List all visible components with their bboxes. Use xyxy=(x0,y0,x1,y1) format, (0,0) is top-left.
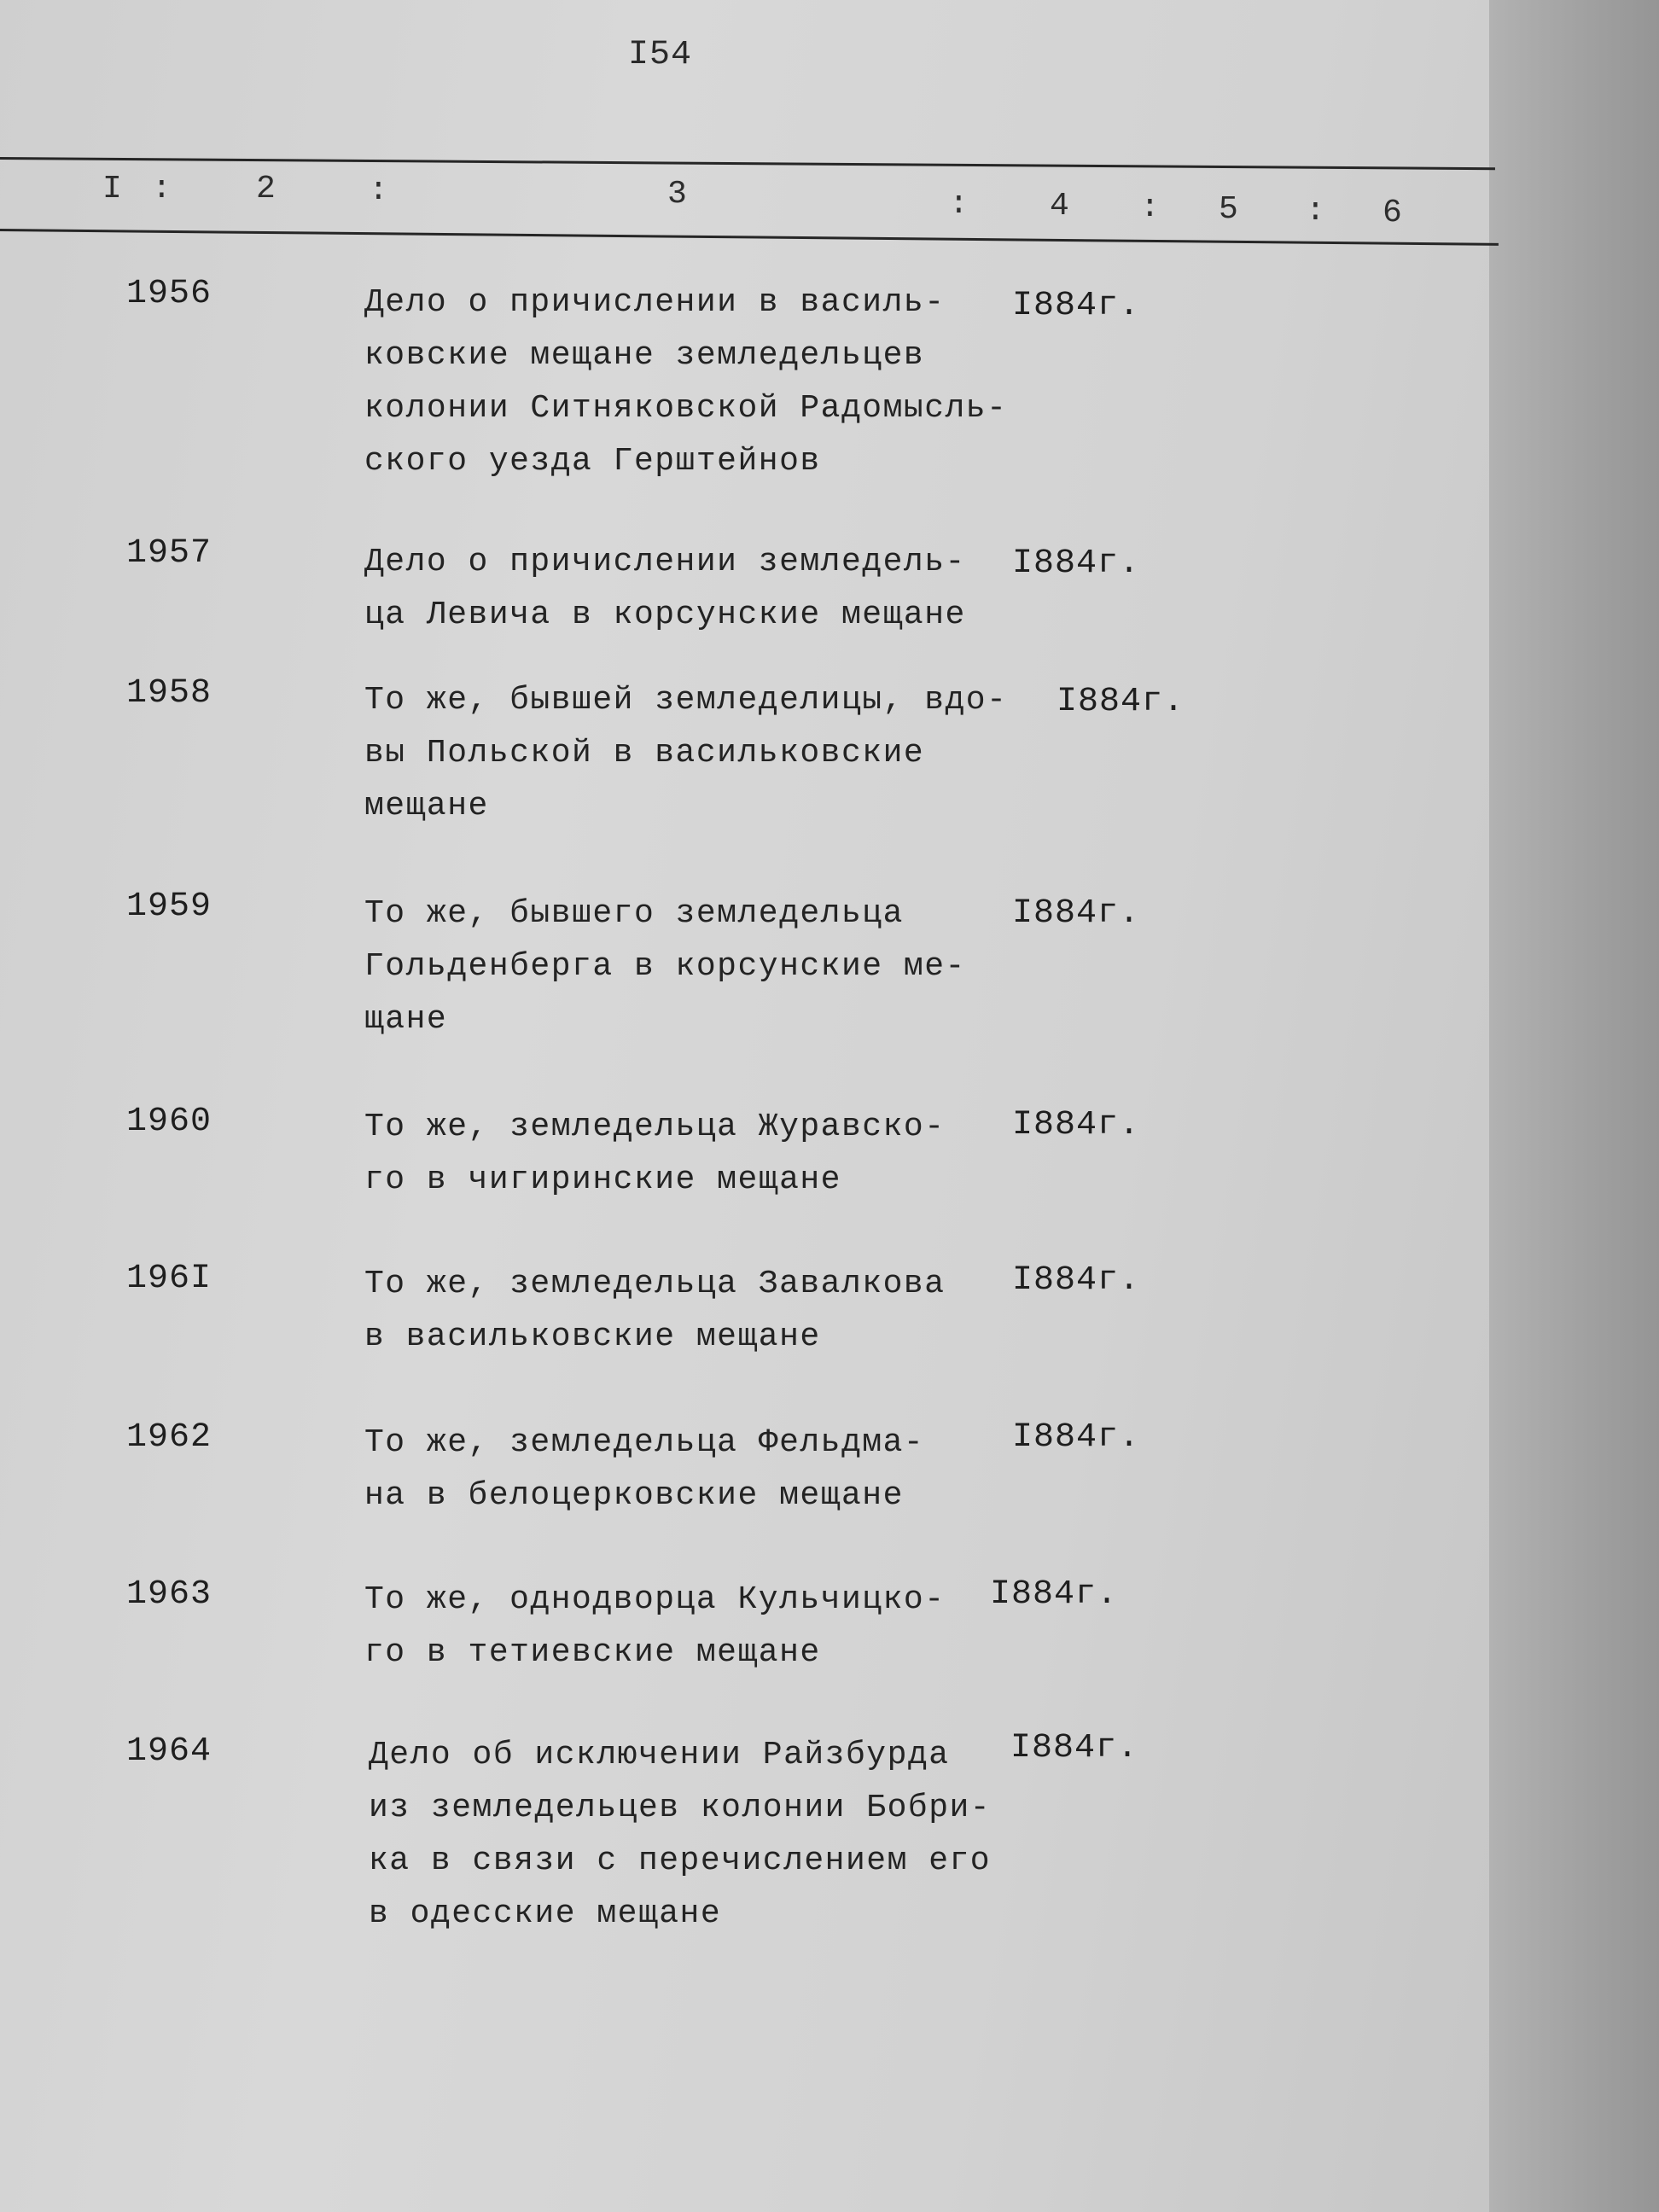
entry-year: I884г. xyxy=(1057,683,1185,721)
entry-year: I884г. xyxy=(1012,1261,1141,1300)
entry-number: 196I xyxy=(126,1260,212,1298)
entry-line: вы Польской в васильковские xyxy=(364,735,925,771)
entry-description xyxy=(364,536,1047,642)
entry-line: Гольденберга в корсунские ме- xyxy=(364,948,966,985)
entry-line: из земледельцев колонии Бобри- xyxy=(369,1790,992,1826)
entry-year: I884г. xyxy=(990,1575,1119,1614)
entry-line: То же, земледельца Завалкова xyxy=(364,1266,946,1302)
entry-number: 1962 xyxy=(126,1418,212,1457)
entry-line: То же, бывшей земледелицы, вдо- xyxy=(364,682,1008,719)
entry-line: ковские мещане земледельцев xyxy=(364,337,925,374)
entry-description xyxy=(364,1101,1047,1207)
entry-year: I884г. xyxy=(1012,287,1141,325)
entry-year: I884г. xyxy=(1012,1106,1141,1144)
column-header-2: 2 xyxy=(256,171,276,207)
column-separator: : xyxy=(1140,189,1160,226)
entry-description xyxy=(369,1729,1051,1941)
entry-line: в одесские мещане xyxy=(369,1895,722,1932)
entry-line: ка в связи с перечислением его xyxy=(369,1842,992,1879)
entry-line: Дело о причислении земледель- xyxy=(364,544,966,580)
column-header-4: 4 xyxy=(1050,188,1069,224)
entry-description xyxy=(364,276,1047,488)
entry-line: на в белоцерковские мещане xyxy=(364,1477,904,1514)
column-separator: : xyxy=(369,172,388,209)
entry-line: Дело о причислении в василь- xyxy=(364,284,946,321)
entry-line: То же, бывшего земледельца xyxy=(364,895,904,932)
column-header-5: 5 xyxy=(1219,191,1238,228)
entry-year: I884г. xyxy=(1012,544,1141,583)
entry-description xyxy=(364,1574,1047,1679)
entry-year: I884г. xyxy=(1010,1729,1139,1767)
entry-description xyxy=(364,674,1047,833)
entry-number: 1960 xyxy=(126,1103,212,1141)
entry-number: 1957 xyxy=(126,534,212,573)
entry-line: колонии Ситняковской Радомысль- xyxy=(364,390,1008,427)
entry-number: 1959 xyxy=(126,888,212,926)
entry-line: в васильковские мещане xyxy=(364,1318,821,1355)
entry-description xyxy=(364,1258,1047,1364)
column-separator: : xyxy=(152,171,172,207)
entry-description xyxy=(364,888,1047,1046)
entry-line: ского уезда Герштейнов xyxy=(364,443,821,480)
entry-line: ца Левича в корсунские мещане xyxy=(364,597,966,633)
entry-line: щане xyxy=(364,1001,448,1038)
page-number: I54 xyxy=(628,36,693,74)
entry-line: То же, земледельца Фельдма- xyxy=(364,1424,925,1461)
entry-year: I884г. xyxy=(1012,894,1141,933)
page-edge-shadow xyxy=(1489,0,1659,2212)
entry-year: I884г. xyxy=(1012,1418,1141,1457)
column-header-6: 6 xyxy=(1382,195,1402,231)
column-separator: : xyxy=(949,186,969,223)
column-header-3: 3 xyxy=(667,176,687,212)
entry-number: 1964 xyxy=(126,1732,212,1771)
entry-line: То же, земледельца Журавско- xyxy=(364,1109,946,1145)
entry-description xyxy=(364,1417,1047,1522)
entry-line: То же, однодворца Кульчицко- xyxy=(364,1581,946,1618)
column-separator: : xyxy=(1306,193,1325,230)
column-header-1: I xyxy=(102,171,122,207)
entry-line: го в чигиринские мещане xyxy=(364,1161,841,1198)
entry-number: 1956 xyxy=(126,275,212,313)
entry-number: 1958 xyxy=(126,674,212,713)
entry-line: Дело об исключении Райзбурда xyxy=(369,1737,950,1773)
entry-number: 1963 xyxy=(126,1575,212,1614)
entry-line: мещане xyxy=(364,788,489,824)
entry-line: го в тетиевские мещане xyxy=(364,1634,821,1671)
